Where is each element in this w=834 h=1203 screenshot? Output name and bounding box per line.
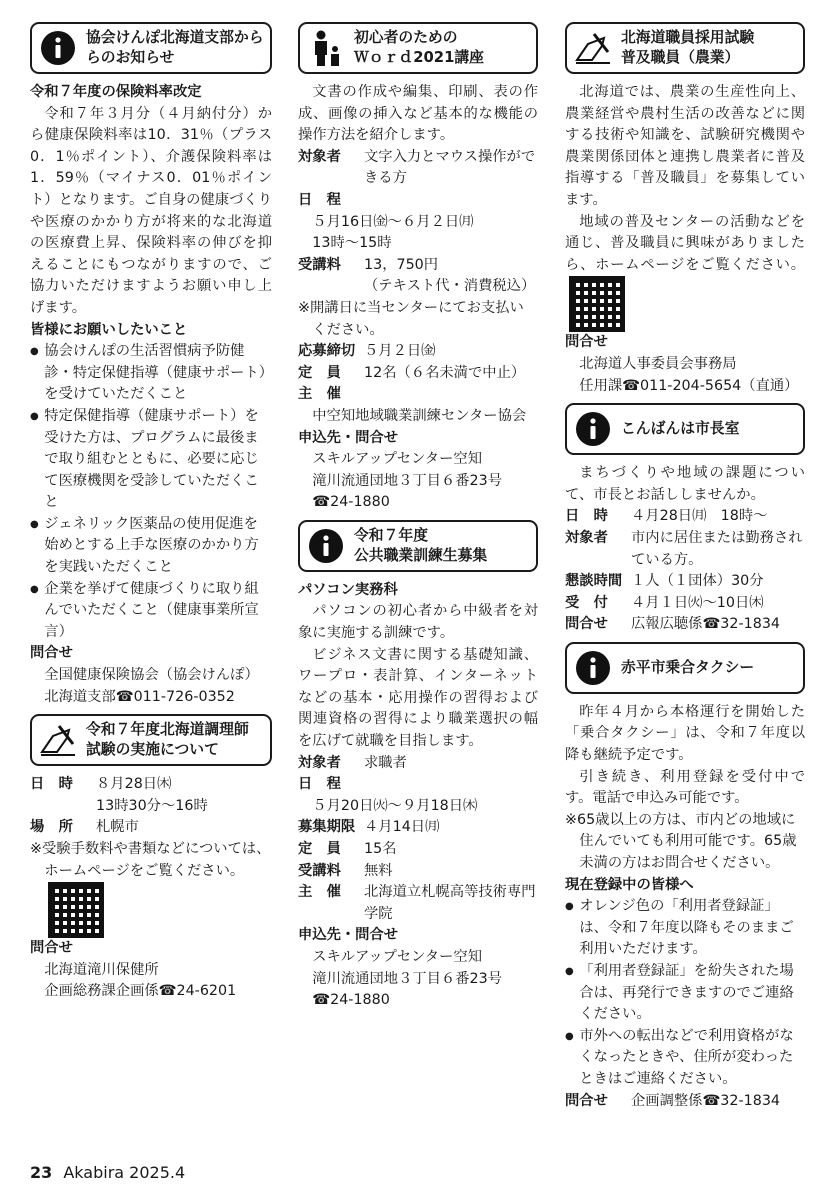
target-row xyxy=(565,528,805,571)
time-row xyxy=(565,571,805,593)
place-label: 場 所 xyxy=(30,819,73,836)
contact-label: 問合せ xyxy=(565,334,608,351)
contact-line: 北海道人事委員会事務局 xyxy=(579,355,737,372)
list-item: ● 企業を挙げて健康づくりに取り組んでいただくこと（健康事業所宣言） xyxy=(30,579,272,644)
list-item: ● 特定保健指導（健康サポート）を受けた方は、プログラムに最後まで取り組むとともに、必要に応じて医療機関を受診していただくこと xyxy=(30,406,272,514)
fee-value: 無料 xyxy=(364,862,393,879)
mayor-header xyxy=(565,403,805,455)
contact-row xyxy=(565,614,805,636)
recruit-text: 北海道では、農業の生産性向上、農業経営や農村生活の改善などに関する技術や知識を、試験研究機関や農業関係団体と連携し農業者に普及指導する「普及職員」を募集しています。 xyxy=(565,84,805,208)
date-value: ８月28日㈭ xyxy=(96,776,172,793)
target-label: 対象者 xyxy=(298,754,341,771)
capacity-value: 15名 xyxy=(364,841,397,857)
mayor-text: まちづくりや地域の課題について、市長とお話ししませんか。 xyxy=(565,465,805,503)
accept-label: 受 付 xyxy=(565,594,608,611)
column-3 xyxy=(565,22,805,1112)
schedule-label: 日 程 xyxy=(298,191,341,208)
target-value: 文字入力とマウス操作ができる方 xyxy=(364,148,536,187)
apply-label: 申込先・問合せ xyxy=(298,927,399,944)
contact-label: 問合せ xyxy=(565,1092,608,1109)
date-time: 13時30分～16時 xyxy=(96,797,208,814)
cook-exam-header xyxy=(30,714,272,766)
date-row xyxy=(565,506,805,528)
target-value: 市内に居住または勤務されている方。 xyxy=(631,529,803,568)
date-label: 日 時 xyxy=(30,776,73,793)
column-1 xyxy=(30,22,272,1003)
schedule-time: 13時～15時 xyxy=(312,235,392,252)
recruit-text: 地域の普及センターの活動などを通じ、普及職員に興味がありましたら、ホームページをご覧ください。 xyxy=(565,213,805,273)
time-value: １人（１団体）30分 xyxy=(631,573,764,590)
section-title: 初心者のための Ｗｏｒｄ2021講座 xyxy=(354,29,484,66)
period-value: ４月14日㈪ xyxy=(364,819,440,836)
staff-recruit-header xyxy=(565,22,805,74)
contact-line: 企画総務課企画係☎24-6201 xyxy=(44,983,237,1000)
contact-value: 企画調整係☎32-1834 xyxy=(631,1092,781,1109)
place-value: 札幌市 xyxy=(96,819,139,836)
period-row xyxy=(298,817,538,839)
registered-heading: 現在登録中の皆様へ xyxy=(565,876,694,893)
page-number: 23 xyxy=(30,1163,53,1182)
note-text xyxy=(30,839,272,938)
publication-name: Akabira 2025.4 xyxy=(63,1163,186,1182)
contact-value: 広報広聴係☎32-1834 xyxy=(631,616,781,633)
training-header xyxy=(298,520,538,572)
apply-line: スキルアップセンター空知 xyxy=(312,451,482,468)
section-title: 協会けんぽ北海道支部から らのお知らせ xyxy=(86,29,264,66)
apply-label: 申込先・問合せ xyxy=(298,429,399,446)
info-icon xyxy=(38,28,78,68)
host-value: 北海道立札幌高等技術専門学院 xyxy=(364,884,536,922)
fee-row xyxy=(298,861,538,883)
contact-label: 問合せ xyxy=(30,940,73,957)
target-row xyxy=(298,753,538,775)
target-row xyxy=(298,147,538,190)
payment-note: ※開講日に当センターにてお支払いください。 xyxy=(298,299,524,338)
apply-line: 滝川流通団地３丁目６番23号 xyxy=(312,970,503,987)
fee-label: 受講料 xyxy=(298,256,341,273)
accept-value: ４月１日㈫～10日㈭ xyxy=(631,594,764,611)
fee-note: （テキスト代・消費税込） xyxy=(364,278,536,295)
capacity-row xyxy=(298,363,538,385)
deadline-row xyxy=(298,341,538,363)
apply-line: ☎24-1880 xyxy=(312,992,390,1009)
contact-label: 問合せ xyxy=(30,645,73,662)
date-value: ４月28日㈪ 18時～ xyxy=(631,508,768,525)
section-title: 令和７年度 公共職業訓練生募集 xyxy=(354,526,488,564)
taxi-text: 引き続き、利用登録を受付中です。電話で申込み可能です。 xyxy=(565,768,805,807)
taxi-text: 昨年４月から本格運行を開始した「乗合タクシー」は、令和７年度以降も継続予定です。 xyxy=(565,703,805,764)
qr-code[interactable] xyxy=(569,276,625,332)
host-label: 主 催 xyxy=(298,386,341,403)
page-footer xyxy=(30,1163,185,1182)
pen-writing-icon xyxy=(573,28,613,68)
date-label: 日 時 xyxy=(565,508,608,525)
rate-text: 令和７年３月分（４月納付分）から健康保険料率は10．31％（プラス0．1％ポイント）、介護保険料率は1．59％（マイナス0．01％ポイント）となります。ご自身の健康づくりや医療のかかり方が将来的な北海道の医療費上昇、保険料率の伸びを抑えることにもつながりますので、ご協力いただけますようお願い申し上げます。 xyxy=(30,105,272,316)
info-icon xyxy=(573,648,613,688)
kyokai-kenpo-header xyxy=(30,22,272,74)
course-heading: パソコン実務科 xyxy=(298,581,398,598)
contact-line: 任用課☎011-204-5654（直通） xyxy=(579,377,799,394)
host-label: 主 催 xyxy=(298,884,341,901)
section-title: 令和７年度北海道調理師 試験の実施について xyxy=(86,721,249,759)
fee-row xyxy=(298,255,538,277)
apply-line: 滝川流通団地３丁目６番23号 xyxy=(312,472,503,489)
deadline-value: ５月２日㈮ xyxy=(364,343,436,360)
capacity-value: 12名（６名未満で中止） xyxy=(364,364,526,381)
course-text: パソコンの初心者から中級者を対象に実施する訓練です。 xyxy=(298,603,538,642)
pen-writing-icon xyxy=(38,720,78,760)
target-label: 対象者 xyxy=(298,148,341,165)
taxi-header xyxy=(565,642,805,694)
deadline-label: 応募締切 xyxy=(298,343,356,360)
list-item: ● 市外への転出などで利用資格がなくなったときや、住所が変わったときはご連絡ください。 xyxy=(565,1026,805,1091)
target-value: 求職者 xyxy=(364,754,407,771)
request-heading: 皆様にお願いしたいこと xyxy=(30,321,188,338)
date-row xyxy=(30,774,272,796)
info-icon xyxy=(306,526,346,566)
rate-heading: 令和７年度の保険料率改定 xyxy=(30,84,202,100)
target-label: 対象者 xyxy=(565,529,608,546)
list-item: ● ジェネリック医薬品の使用促進を始めとする上手な医療のかかり方を実践いただくこと xyxy=(30,514,272,579)
capacity-label: 定 員 xyxy=(298,841,341,857)
intro-text: 文書の作成や編集、印刷、表の作成、画像の挿入など基本的な機能の操作方法を紹介します。 xyxy=(298,84,538,144)
list-item: ● 「利用者登録証」を紛失された場合は、再発行できますのでご連絡ください。 xyxy=(565,961,805,1026)
contact-label: 問合せ xyxy=(565,616,608,633)
period-label: 募集期限 xyxy=(298,819,356,836)
qr-code[interactable] xyxy=(48,882,104,938)
word-course-header xyxy=(298,22,538,74)
taxi-note: ※65歳以上の方は、市内どの地域に住んでいても利用可能です。65歳未満の方はお問合せください。 xyxy=(565,811,797,872)
apply-line: スキルアップセンター空知 xyxy=(312,948,482,965)
note: ※受験手数料や書類などについては、ホームページをご覧ください。 xyxy=(30,841,271,879)
capacity-label: 定 員 xyxy=(298,364,341,381)
schedule-dates: ５月16日㈮～６月２日㈪ xyxy=(312,213,474,230)
contact-line: 北海道支部☎011-726-0352 xyxy=(44,688,235,705)
fee-value: 13，750円 xyxy=(364,256,439,273)
time-label: 懇談時間 xyxy=(565,573,623,590)
section-title: こんばんは市長室 xyxy=(621,420,740,438)
info-icon xyxy=(573,409,613,449)
capacity-row xyxy=(298,839,538,861)
schedule-label: 日 程 xyxy=(298,776,341,793)
section-title: 北海道職員採用試験 普及職員（農業） xyxy=(621,29,755,66)
accept-row xyxy=(565,593,805,615)
schedule-dates: ５月20日㈫～９月18日㈭ xyxy=(312,797,478,814)
course-text: ビジネス文書に関する基礎知識、ワープロ・表計算、インターネットなどの基本・応用操作の習得および関連資格の習得により職業選択の幅を広げて就職を目指します。 xyxy=(298,646,538,750)
host-value: 中空知地域職業訓練センター協会 xyxy=(312,407,527,424)
list-item: ● オレンジ色の「利用者登録証」は、令和７年度以降もそのままご利用いただけます。 xyxy=(565,896,805,961)
contact-row xyxy=(565,1091,805,1113)
section-title: 赤平市乗合タクシー xyxy=(621,658,755,676)
recruit-text-2 xyxy=(565,212,805,333)
list-item: ● 協会けんぽの生活習慣病予防健診・特定保健指導（健康サポート）を受けていただくこと xyxy=(30,341,272,406)
contact-line: 全国健康保険協会（協会けんぽ） xyxy=(44,667,259,684)
contact-line: 北海道滝川保健所 xyxy=(44,961,159,978)
fee-label: 受講料 xyxy=(298,862,341,879)
person-icon xyxy=(306,28,346,68)
apply-line: ☎24-1880 xyxy=(312,494,390,511)
column-2 xyxy=(298,22,538,1012)
host-row xyxy=(298,882,538,925)
place-row xyxy=(30,817,272,839)
